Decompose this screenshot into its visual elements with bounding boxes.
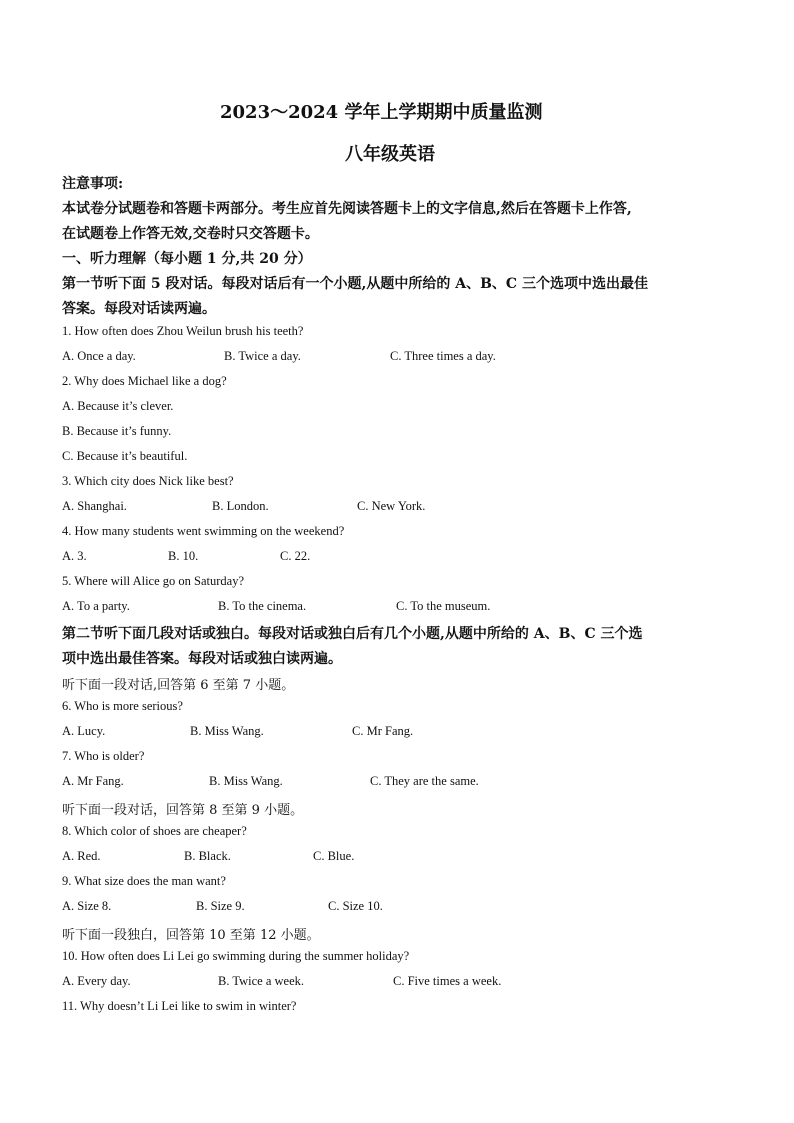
question-6: 6. Who is more serious? — [62, 699, 183, 713]
question-3: 3. Which city does Nick like best? — [62, 474, 234, 488]
q7-option-a: A. Mr Fang. — [62, 774, 124, 788]
q5-option-c: C. To the museum. — [396, 599, 491, 613]
notice-line-1: 本试卷分试题卷和答题卡两部分。考生应首先阅读答题卡上的文字信息,然后在答题卡上作答, — [62, 201, 632, 217]
q1-option-a: A. Once a day. — [62, 349, 136, 363]
notice-line-2: 在试题卷上作答无效,交卷时只交答题卡。 — [62, 226, 319, 242]
q6-option-a: A. Lucy. — [62, 724, 106, 738]
q8-option-a: A. Red. — [62, 849, 101, 863]
question-10: 10. How often does Li Lei go swimming during the summer holiday? — [62, 949, 410, 963]
q6-option-b: B. Miss Wang. — [190, 724, 264, 738]
question-2: 2. Why does Michael like a dog? — [62, 374, 227, 388]
question-1: 1. How often does Zhou Weilun brush his teeth? — [62, 324, 304, 338]
q10-option-a: A. Every day. — [62, 974, 131, 988]
q4-option-b: B. 10. — [168, 549, 199, 563]
question-4: 4. How many students went swimming on the weekend? — [62, 524, 345, 538]
section2-instruction-1: 第二节听下面几段对话或独白。每段对话或独白后有几个小题,从题中所给的 A、B、C 三个选 — [62, 626, 643, 642]
q4-option-a: A. 3. — [62, 549, 87, 563]
q2-option-c: C. Because it’s beautiful. — [62, 449, 188, 463]
q2-option-a: A. Because it’s clever. — [62, 399, 174, 413]
q10-option-c: C. Five times a week. — [393, 974, 502, 988]
part1-heading: 一、听力理解（每小题 1 分,共 20 分） — [62, 251, 312, 267]
q3-option-c: C. New York. — [357, 499, 426, 513]
q7-option-b: B. Miss Wang. — [209, 774, 283, 788]
q5-option-b: B. To the cinema. — [218, 599, 307, 613]
q9-option-c: C. Size 10. — [328, 899, 383, 913]
q4-option-c: C. 22. — [280, 549, 311, 563]
question-9: 9. What size does the man want? — [62, 874, 226, 888]
notice-heading: 注意事项: — [62, 176, 124, 192]
question-7: 7. Who is older? — [62, 749, 145, 763]
instruction-q6-q7: 听下面一段对话,回答第 6 至第 7 小题。 — [62, 678, 295, 693]
instruction-q8-q9: 听下面一段对话，回答第 8 至第 9 小题。 — [62, 803, 304, 818]
q1-option-b: B. Twice a day. — [224, 349, 301, 363]
section1-instruction-1: 第一节听下面 5 段对话。每段对话后有一个小题,从题中所给的 A、B、C 三个选项中选出最佳 — [62, 276, 648, 292]
q8-option-c: C. Blue. — [313, 849, 355, 863]
question-8: 8. Which color of shoes are cheaper? — [62, 824, 247, 838]
question-5: 5. Where will Alice go on Saturday? — [62, 574, 245, 588]
q3-option-b: B. London. — [212, 499, 269, 513]
q7-option-c: C. They are the same. — [370, 774, 479, 788]
question-11: 11. Why doesn’t Li Lei like to swim in winter? — [62, 999, 297, 1013]
page-title: 2023～2024 学年上学期期中质量监测 — [220, 102, 543, 123]
q6-option-c: C. Mr Fang. — [352, 724, 414, 738]
q9-option-a: A. Size 8. — [62, 899, 112, 913]
section2-instruction-2: 项中选出最佳答案。每段对话或独白读两遍。 — [62, 651, 342, 667]
q9-option-b: B. Size 9. — [196, 899, 245, 913]
q10-option-b: B. Twice a week. — [218, 974, 305, 988]
q3-option-a: A. Shanghai. — [62, 499, 127, 513]
instruction-q10-q12: 听下面一段独白，回答第 10 至第 12 小题。 — [62, 928, 320, 943]
q1-option-c: C. Three times a day. — [390, 349, 496, 363]
q8-option-b: B. Black. — [184, 849, 231, 863]
page-subtitle: 八年级英语 — [345, 144, 435, 165]
section1-instruction-2: 答案。每段对话读两遍。 — [62, 301, 216, 317]
q2-option-b: B. Because it’s funny. — [62, 424, 172, 438]
q5-option-a: A. To a party. — [62, 599, 130, 613]
